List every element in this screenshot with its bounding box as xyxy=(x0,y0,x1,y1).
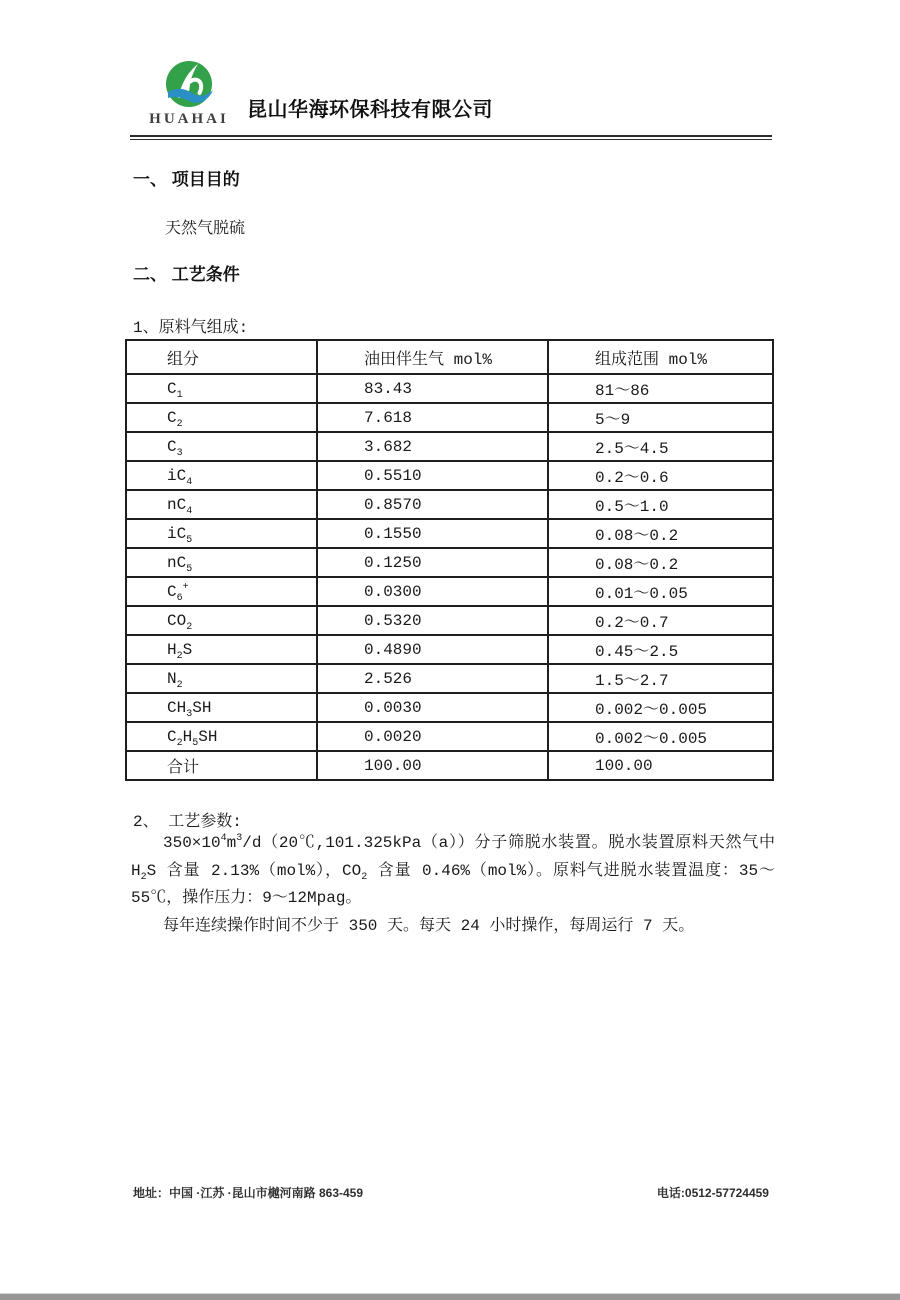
cell-associated-gas-value: 7.618 xyxy=(317,403,548,432)
cell-component: $nC_4$ xyxy=(126,490,317,519)
col-header-component: 组分 xyxy=(126,340,317,374)
body-paragraph: 每年连续操作时间不少于 350 天。每天 24 小时操作，每周运行 7 天。 xyxy=(163,916,695,935)
cell-component: $iC_5$ xyxy=(126,519,317,548)
cell-component: 合计 xyxy=(126,751,317,780)
table-row xyxy=(126,490,773,519)
cell-component: $C_3$ xyxy=(126,432,317,461)
section-heading-purpose: 一、 项目目的 xyxy=(133,170,240,189)
cell-associated-gas-value: 2.526 xyxy=(317,664,548,693)
cell-associated-gas-value: 3.682 xyxy=(317,432,548,461)
process-params-body xyxy=(131,830,775,940)
cell-component: $iC_4$ xyxy=(126,461,317,490)
cell-range-value: 81～86 xyxy=(548,374,773,403)
cell-component: $CO_2$ xyxy=(126,606,317,635)
logo-wordmark: HUAHAI xyxy=(149,111,229,127)
cell-range-value: 2.5～4.5 xyxy=(548,432,773,461)
table-row xyxy=(126,577,773,606)
cell-range-value: 0.2～0.7 xyxy=(548,606,773,635)
table-row xyxy=(126,635,773,664)
page-bottom-edge xyxy=(0,1293,900,1300)
header-divider xyxy=(130,135,772,140)
cell-range-value: 0.002～0.005 xyxy=(548,693,773,722)
table-row xyxy=(126,403,773,432)
cell-associated-gas-value: 0.5510 xyxy=(317,461,548,490)
footer-phone: 电话:0512-57724459 xyxy=(656,1186,769,1200)
cell-associated-gas-value: 0.1550 xyxy=(317,519,548,548)
company-logo xyxy=(133,60,245,128)
cell-range-value: 100.00 xyxy=(548,751,773,780)
cell-range-value: 5～9 xyxy=(548,403,773,432)
table-row xyxy=(126,461,773,490)
cell-associated-gas-value: 0.5320 xyxy=(317,606,548,635)
cell-range-value: 0.2～0.6 xyxy=(548,461,773,490)
cell-component: $C_2H_5SH$ xyxy=(126,722,317,751)
cell-range-value: 0.08～0.2 xyxy=(548,519,773,548)
cell-component: $C_2$ xyxy=(126,403,317,432)
cell-range-value: 1.5～2.7 xyxy=(548,664,773,693)
cell-associated-gas-value: 0.4890 xyxy=(317,635,548,664)
footer-address: 地址：中国 ·江苏 ·昆山市樾河南路 863-459 xyxy=(133,1186,364,1200)
cell-range-value: 0.45～2.5 xyxy=(548,635,773,664)
section-heading-conditions: 二、 工艺条件 xyxy=(133,265,240,284)
cell-range-value: 0.08～0.2 xyxy=(548,548,773,577)
table-row xyxy=(126,606,773,635)
cell-component: $C_6^+$ xyxy=(126,577,317,606)
company-name: 昆山华海环保科技有限公司 xyxy=(247,99,493,121)
huahai-logo-icon xyxy=(163,60,215,110)
cell-component: $N_2$ xyxy=(126,664,317,693)
cell-associated-gas-value: 0.8570 xyxy=(317,490,548,519)
cell-associated-gas-value: 0.0020 xyxy=(317,722,548,751)
cell-component: $C_1$ xyxy=(126,374,317,403)
cell-associated-gas-value: 83.43 xyxy=(317,374,548,403)
cell-component: $H_2S$ xyxy=(126,635,317,664)
cell-associated-gas-value: 100.00 xyxy=(317,751,548,780)
table-row xyxy=(126,519,773,548)
col-header-associated-gas: 油田伴生气 mol% xyxy=(317,340,548,374)
cell-component: $nC_5$ xyxy=(126,548,317,577)
table-header-row xyxy=(126,340,773,374)
table-row xyxy=(126,722,773,751)
table-row xyxy=(126,548,773,577)
table-caption-composition: 1、原料气组成: xyxy=(133,319,249,337)
table-row xyxy=(126,374,773,403)
cell-range-value: 0.002～0.005 xyxy=(548,722,773,751)
body-paragraph: $350\times 10^4m^3/d(20℃,101.325kPa(a))$分子筛脱水装置。脱水装置原料天然气中 $H_2S$ 含量 2.13%（mol%），$CO_2$ 含量 0.46%（mol%）。原料气进脱水装置温度：35～55℃，操作压力：9～12Mpag。 xyxy=(131,833,775,907)
gas-composition-table xyxy=(125,339,774,781)
cell-associated-gas-value: 0.0030 xyxy=(317,693,548,722)
caption-process-params: 2、 工艺参数: xyxy=(133,813,242,831)
table-row xyxy=(126,693,773,722)
cell-range-value: 0.01～0.05 xyxy=(548,577,773,606)
cell-associated-gas-value: 0.1250 xyxy=(317,548,548,577)
col-header-range: 组成范围 mol% xyxy=(548,340,773,374)
cell-range-value: 0.5～1.0 xyxy=(548,490,773,519)
cell-associated-gas-value: 0.0300 xyxy=(317,577,548,606)
table-row xyxy=(126,751,773,780)
table-row xyxy=(126,664,773,693)
cell-component: $CH_3SH$ xyxy=(126,693,317,722)
purpose-body-text: 天然气脱硫 xyxy=(165,220,246,238)
table-body xyxy=(126,374,773,780)
table-row xyxy=(126,432,773,461)
